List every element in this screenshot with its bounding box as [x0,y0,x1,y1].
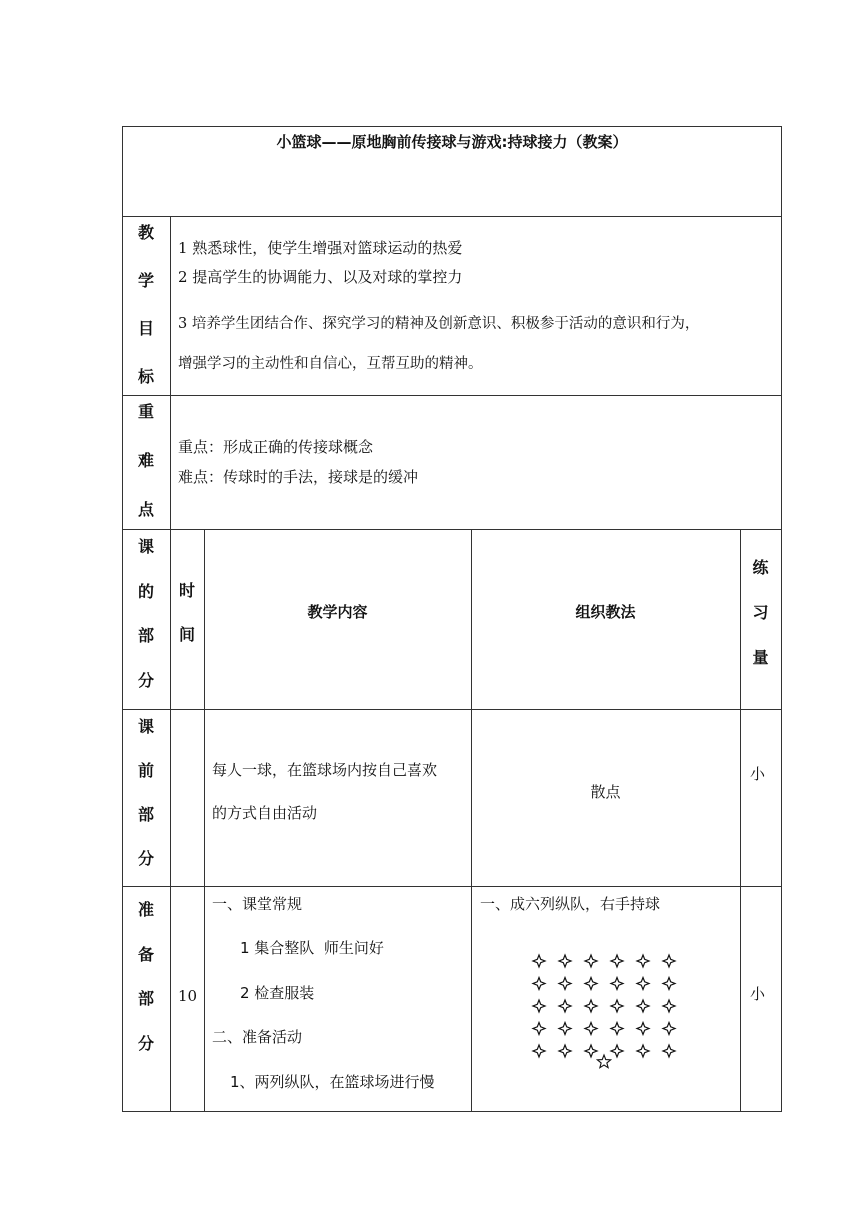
row-preclass-content-2: 的方式自由活动 [212,804,318,822]
student-marker [533,1045,545,1057]
student-marker [559,1000,571,1012]
formation-diagram [520,945,690,1075]
student-marker [637,1045,649,1057]
header-time-char: 时 [178,581,195,600]
row-prep-method: 一、成六列纵队，右手持球 [480,895,661,913]
header-part-char: 的 [137,581,154,601]
student-marker [585,955,597,967]
student-marker [611,1000,623,1012]
table-border-row5 [122,886,782,887]
table-border-row4 [122,709,782,710]
row-part-char: 准 [137,900,154,919]
student-marker [585,1045,597,1057]
header-time [170,583,204,643]
row-prep-content-5: 1、两列纵队，在篮球场进行慢 [230,1073,435,1091]
header-time-char: 间 [178,625,195,644]
objective-line-1: 1 熟悉球性，使学生增强对篮球运动的热爱 [178,239,463,257]
row-part-char: 备 [137,944,154,964]
student-marker [663,955,675,967]
row-part-char: 前 [137,761,154,780]
difficulty-label-char: 难 [137,451,154,470]
row-prep-content-2: 1 集合整队 师生问好 [240,939,384,957]
row-part-char: 课 [137,717,154,736]
student-marker [611,1023,623,1035]
objective-line-3: 3 培养学生团结合作、探究学习的精神及创新意识、积极参于活动的意识和行为， [178,316,700,332]
row-preclass-amount: 小 [750,765,766,783]
student-marker [533,1023,545,1035]
row-prep-amount: 小 [750,985,766,1003]
row-preclass-part [122,719,170,867]
difficulty-label [122,404,170,518]
difficulty-label-char: 点 [137,500,154,519]
student-marker [663,1023,675,1035]
table-border-label-col [170,216,171,1112]
header-amount-char: 习 [752,603,769,622]
student-marker [533,978,545,990]
page-title: 小篮球——原地胸前传接球与游戏:持球接力（教案） [276,133,628,151]
header-part-char: 课 [137,537,154,556]
student-marker [663,1000,675,1012]
student-marker [585,978,597,990]
teacher-marker [597,1055,610,1068]
objective-line-2: 2 提高学生的协调能力、以及对球的掌控力 [178,268,463,286]
student-marker [637,1000,649,1012]
table-border-right [781,126,782,1112]
student-marker [559,955,571,967]
row-part-char: 部 [137,989,154,1009]
table-border-top [122,126,782,127]
objectives-label-char: 学 [137,271,154,290]
header-part [122,539,170,689]
header-content: 教学内容 [307,603,368,621]
header-part-char: 分 [137,670,154,690]
student-marker [611,978,623,990]
row-part-char: 分 [137,1033,154,1053]
table-border-row3 [122,529,782,530]
student-marker [663,978,675,990]
key-point: 重点：形成正确的传接球概念 [178,438,374,456]
table-border-bottom [122,1111,782,1112]
student-marker [585,1023,597,1035]
row-part-char: 部 [137,805,154,824]
row-prep-content-4: 二、准备活动 [212,1028,303,1046]
objective-line-4: 增强学习的主动性和自信心，互帮互助的精神。 [178,356,483,372]
student-marker [611,1045,623,1057]
student-marker [585,1000,597,1012]
difficulty-label-char: 重 [137,402,154,421]
student-marker [559,1045,571,1057]
student-marker [559,1023,571,1035]
row-preclass-method: 散点 [590,783,621,801]
student-marker [637,978,649,990]
row-prep-part [122,902,170,1052]
table-border-row2 [122,395,782,396]
student-marker [663,1045,675,1057]
header-amount [740,560,781,666]
table-border-row1 [122,216,782,217]
student-marker [611,955,623,967]
header-amount-char: 量 [752,648,769,667]
student-marker [533,955,545,967]
student-marker [533,1000,545,1012]
header-amount-char: 练 [752,558,769,577]
student-marker [637,1023,649,1035]
objectives-label-char: 标 [137,367,154,386]
objectives-label-char: 目 [137,319,154,338]
hard-point: 难点：传球时的手法，接球是的缓冲 [178,468,419,486]
row-prep-content-1: 一、课堂常规 [212,895,303,913]
student-marker [637,955,649,967]
objectives-label [122,225,170,385]
header-method: 组织教法 [575,603,636,621]
row-preclass-content-1: 每人一球，在篮球场内按自己喜欢 [212,761,438,779]
student-marker [559,978,571,990]
row-prep-content-3: 2 检查服装 [240,984,315,1002]
row-part-char: 分 [137,849,154,868]
header-part-char: 部 [137,626,154,646]
objectives-label-char: 教 [137,223,154,242]
row-prep-time: 10 [178,987,198,1005]
